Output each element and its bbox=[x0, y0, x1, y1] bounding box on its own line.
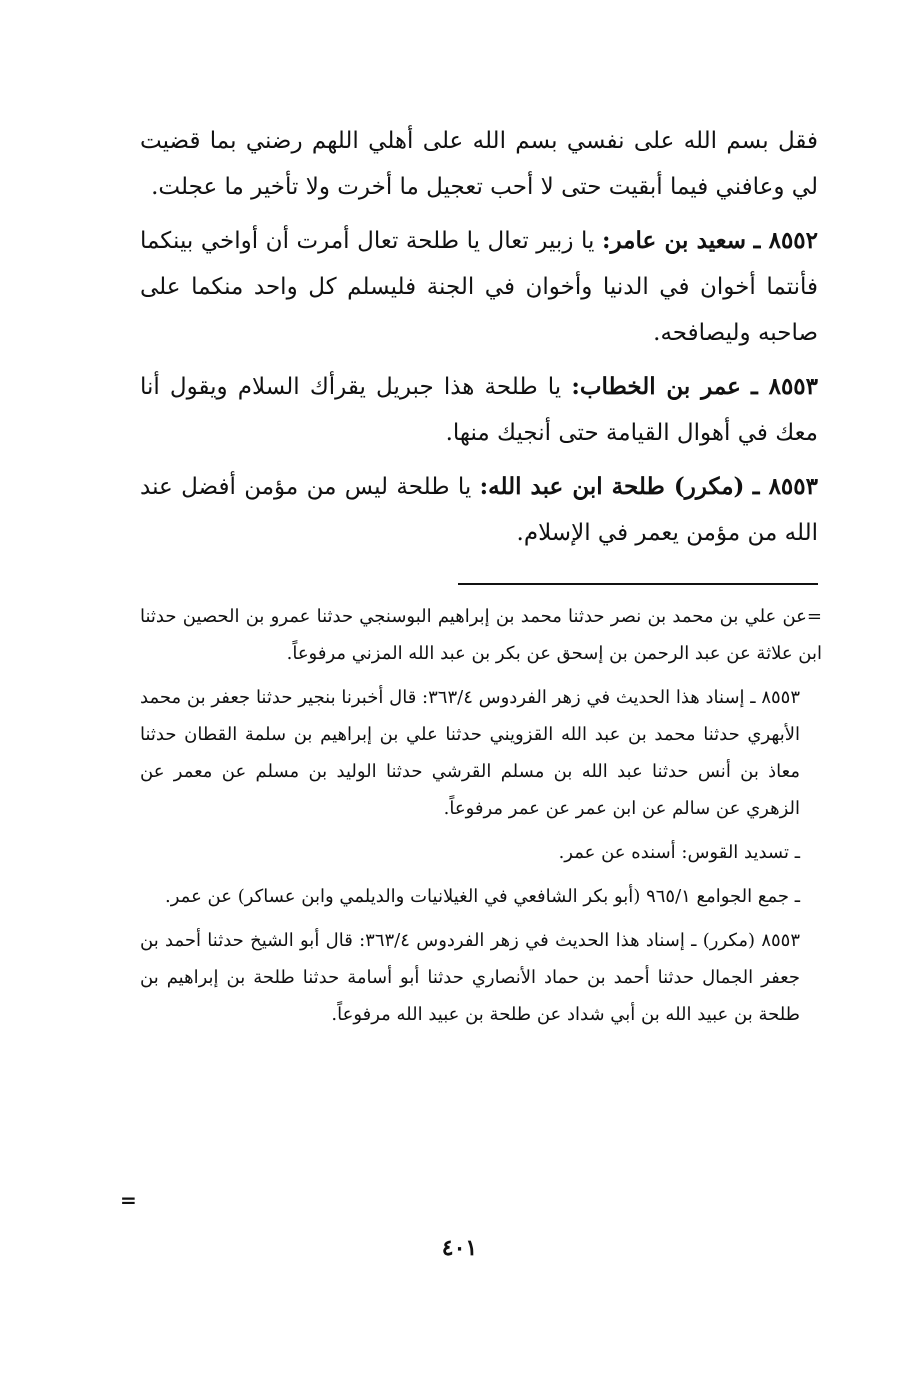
hadith-text: يا طلحة ليس من مؤمن أفضل عند الله من مؤمن يعمر في الإسلام. bbox=[140, 474, 818, 546]
footnote-divider bbox=[458, 583, 818, 585]
paragraph-intro bbox=[140, 118, 818, 210]
hadith-8553 bbox=[140, 364, 818, 456]
footnote-tasdid: ـ تسديد القوس: أسنده عن عمر. bbox=[558, 842, 800, 863]
footnote-continuation: =عن علي بن محمد بن نصر حدثنا محمد بن إبراهيم البوسنجي حدثنا عمرو بن الحصين حدثنا ابن علاثة عن عبد الرحمن بن إسحق عن بكر بن عبد الله المزني مرفوعاً. bbox=[140, 606, 823, 664]
hadith-text: يا طلحة هذا جبريل يقرأك السلام ويقول أنا معك في أهوال القيامة حتى أنجيك منها. bbox=[140, 374, 818, 446]
footnote-8553-isnad: ٨٥٥٣ ـ إسناد هذا الحديث في زهر الفردوس ٣٦٣/٤: قال أخبرنا بنجير حدثنا جعفر بن محمد الأبهري حدثنا محمد بن عبد الله القزويني حدثنا علي بن إبراهيم بن سلمة القطان حدثنا معاذ بن أنس حدثنا عبد الله بن مسلم القرشي حدثنا الوليد بن مسلم عن معمر عن الزهري عن سالم عن ابن عمر عن عمر مرفوعاً. bbox=[140, 687, 800, 819]
footnote-jam-aljawami: ـ جمع الجوامع ٩٦٥/١ (أبو بكر الشافعي في الغيلانيات والديلمي وابن عساكر) عن عمر. bbox=[165, 886, 800, 907]
hadith-number: ٨٥٥٣ ـ bbox=[752, 473, 818, 500]
narrator-name: عمر بن الخطاب: bbox=[571, 373, 741, 400]
hadith-number: ٨٥٥٢ ـ bbox=[753, 227, 819, 254]
hadith-8553-repeated bbox=[140, 464, 818, 556]
continuation-mark: = bbox=[120, 1188, 137, 1212]
narrator-name: سعيد بن عامر: bbox=[601, 227, 747, 254]
hadith-8552 bbox=[140, 218, 818, 356]
main-text bbox=[140, 118, 818, 564]
footnote-8553-repeated-isnad: ٨٥٥٣ (مكرر) ـ إسناد هذا الحديث في زهر الفردوس ٣٦٣/٤: قال أبو الشيخ حدثنا أحمد بن جعفر الجمال حدثنا أحمد بن حماد الأنصاري حدثنا أبو أسامة حدثنا طلحة بن إبراهيم بن طلحة بن عبيد الله بن أبي شداد عن طلحة بن عبيد الله مرفوعاً. bbox=[140, 930, 800, 1025]
hadith-text: يا زبير تعال يا طلحة تعال أمرت أن أواخي بينكما فأنتما أخوان في الدنيا وأخوان في الجنة فليسلم كل واحد منكما على صاحبه وليصافحه. bbox=[140, 228, 818, 346]
footnotes bbox=[140, 598, 822, 1040]
page-number: ٤٠١ bbox=[441, 1235, 478, 1261]
hadith-number: ٨٥٥٣ ـ bbox=[751, 373, 819, 400]
narrator-name: (مكرر) طلحة ابن عبد الله: bbox=[479, 473, 745, 500]
paragraph-intro-text: فقل بسم الله على نفسي بسم الله على أهلي اللهم رضني بما قضيت لي وعافني فيما أبقيت حتى لا أحب تعجيل ما أخرت ولا تأخير ما عجلت. bbox=[140, 128, 818, 200]
